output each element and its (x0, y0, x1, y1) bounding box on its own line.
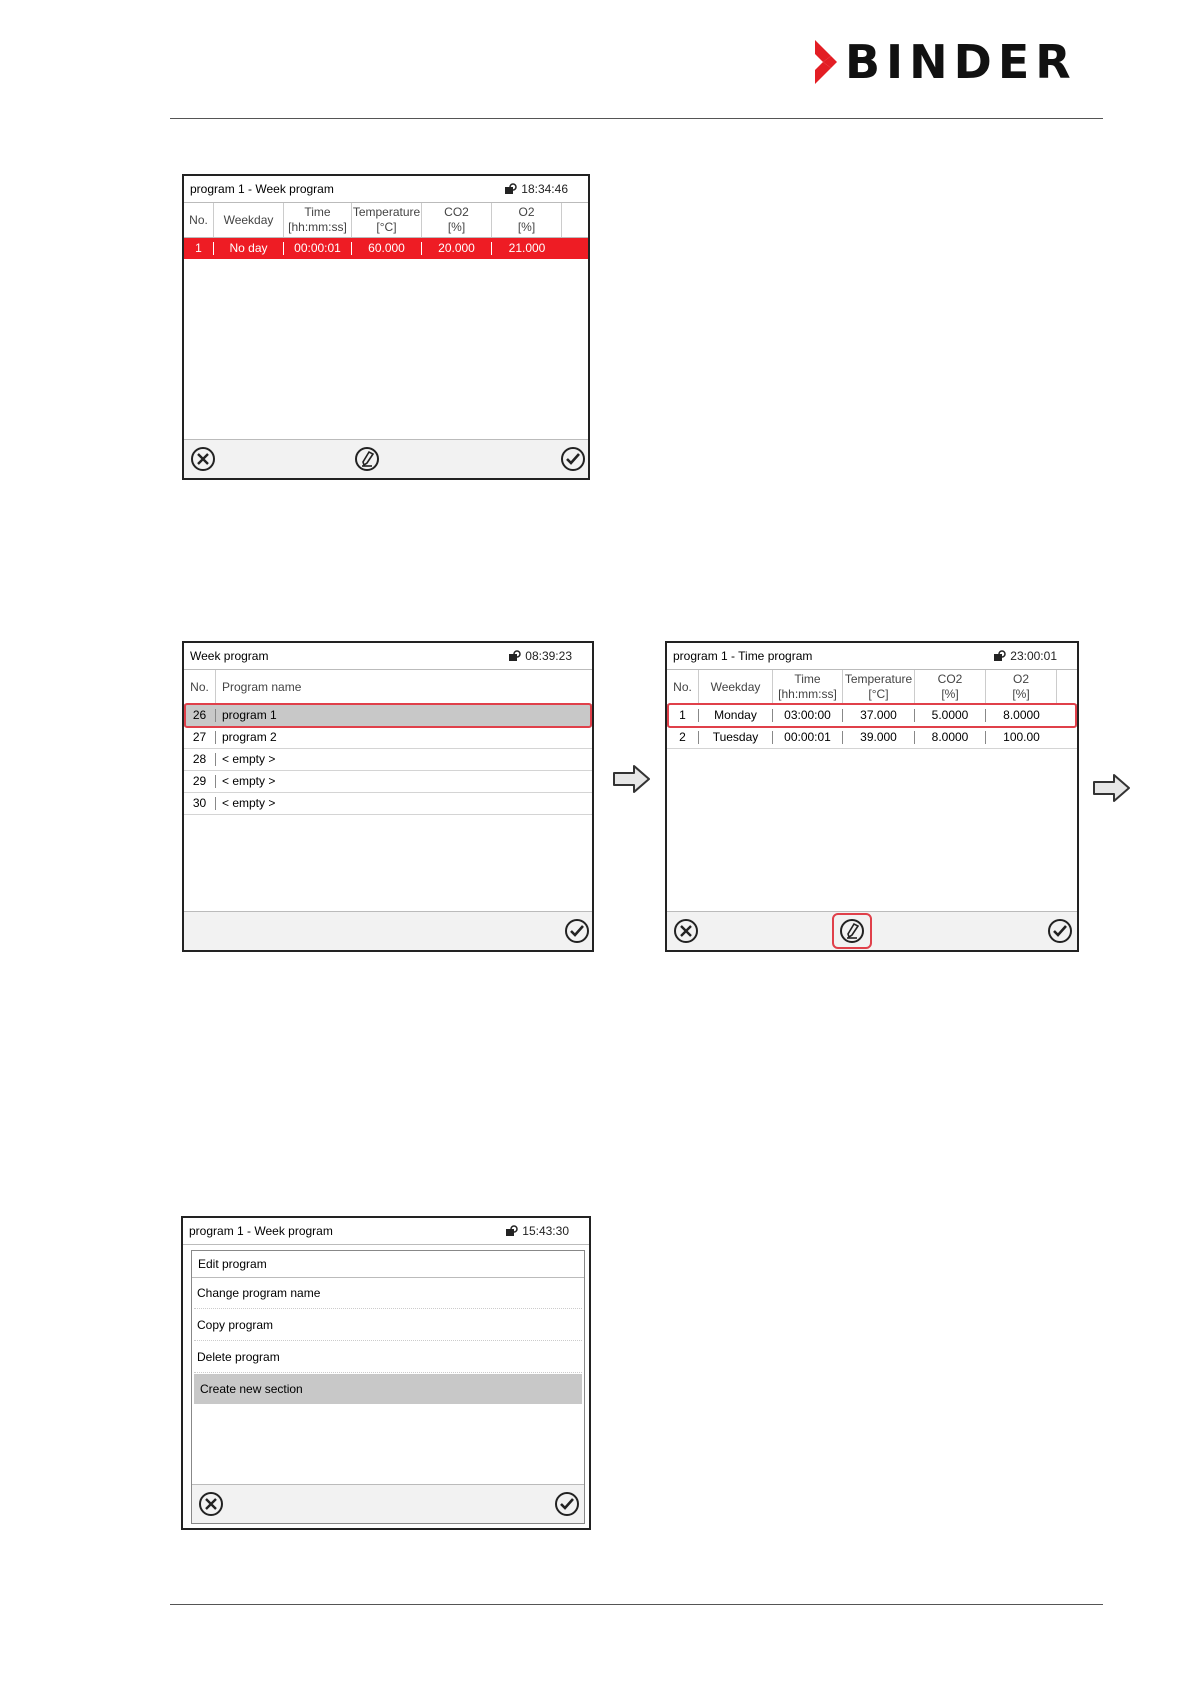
door-lock-icon (508, 650, 522, 662)
cell-temperature: 37.000 (843, 709, 915, 722)
confirm-button[interactable] (564, 918, 590, 944)
selection-highlight (667, 703, 1077, 728)
bottom-bar (184, 911, 592, 950)
clock-time: 18:34:46 (521, 182, 568, 196)
table-row-selected[interactable] (184, 238, 588, 259)
binder-logo-mark (815, 40, 837, 84)
cell-no: 28 (184, 753, 216, 766)
door-lock-icon (993, 650, 1007, 662)
edit-button-highlight (832, 913, 872, 949)
dialog-title: Edit program (192, 1251, 584, 1278)
cancel-icon (673, 918, 699, 944)
header-temperature: Temperature [°C] (352, 203, 422, 237)
list-item[interactable] (184, 771, 592, 793)
door-lock-icon (505, 1225, 519, 1237)
screen-time-program (665, 641, 1079, 952)
edit-button[interactable] (354, 446, 380, 472)
cell-no: 29 (184, 775, 216, 788)
menu-item-copy-program[interactable]: Copy program (194, 1310, 582, 1341)
menu-item-change-program-name[interactable]: Change program name (194, 1278, 582, 1309)
cell-temperature: 60.000 (352, 242, 422, 255)
cell-program-name: program 1 (222, 708, 277, 722)
cell-no: 26 (184, 709, 216, 722)
header-co2: CO2 [%] (422, 203, 492, 237)
edit-icon (354, 446, 380, 472)
cell-weekday: No day (214, 242, 284, 255)
screen-week-program-1 (182, 174, 590, 480)
header-weekday: Weekday (699, 670, 773, 704)
cell-temperature: 39.000 (843, 731, 915, 744)
header-no: No. (184, 203, 214, 237)
cell-time: 00:00:01 (773, 731, 843, 744)
cell-co2: 20.000 (422, 242, 492, 255)
confirm-icon (560, 446, 586, 472)
cell-no: 1 (184, 242, 214, 255)
next-arrow-icon (1092, 772, 1132, 804)
confirm-icon (564, 918, 590, 944)
clock-time: 23:00:01 (1010, 649, 1057, 663)
header-rule (170, 118, 1103, 119)
title-bar (667, 643, 1077, 670)
header-co2: CO2 [%] (915, 670, 986, 704)
header-weekday: Weekday (214, 203, 284, 237)
screen-title: program 1 - Week program (189, 1224, 333, 1238)
clock-time: 08:39:23 (525, 649, 572, 663)
table-header (667, 670, 1077, 705)
cancel-button[interactable] (673, 918, 699, 944)
title-bar (184, 176, 588, 203)
header-time: Time [hh:mm:ss] (773, 670, 843, 704)
binder-logo (815, 35, 1077, 89)
screen-title: program 1 - Time program (673, 649, 813, 663)
cell-time: 00:00:01 (284, 242, 352, 255)
selection-highlight (184, 703, 592, 728)
list-item[interactable] (184, 727, 592, 749)
dialog-bottom-bar (192, 1484, 584, 1523)
cell-o2: 21.000 (508, 241, 546, 255)
door-lock-icon (504, 183, 518, 195)
menu-item-delete-program[interactable]: Delete program (194, 1342, 582, 1373)
header-o2: O2 [%] (986, 670, 1057, 704)
confirm-icon (1047, 918, 1073, 944)
cell-program-name: program 2 (222, 730, 277, 744)
header-no: No. (184, 670, 216, 704)
cell-weekday: Tuesday (699, 731, 773, 744)
cell-no: 30 (184, 797, 216, 810)
screen-title: program 1 - Week program (190, 182, 334, 196)
edit-program-dialog (191, 1250, 585, 1524)
clock (505, 1224, 569, 1238)
header-o2: O2 [%] (492, 203, 562, 237)
cell-program-name: < empty > (222, 774, 276, 788)
cell-o2: 100.00 (1003, 730, 1040, 744)
list-item[interactable] (184, 749, 592, 771)
cancel-icon (198, 1491, 224, 1517)
title-bar (184, 643, 592, 670)
cell-no: 2 (667, 731, 699, 744)
bottom-bar (667, 911, 1077, 950)
clock (993, 649, 1057, 663)
clock (508, 649, 572, 663)
cell-no: 1 (667, 709, 699, 722)
table-row[interactable] (667, 727, 1077, 749)
menu-item-create-new-section[interactable]: Create new section (194, 1374, 582, 1404)
cell-no: 27 (184, 731, 216, 744)
screen-edit-program (181, 1216, 591, 1530)
cancel-button[interactable] (190, 446, 216, 472)
cancel-icon (190, 446, 216, 472)
cell-program-name: < empty > (222, 752, 276, 766)
table-header (184, 670, 592, 705)
clock (504, 182, 568, 196)
cell-program-name: < empty > (222, 796, 276, 810)
header-program-name: Program name (222, 679, 302, 694)
screen-title: Week program (190, 649, 269, 663)
cell-co2: 8.0000 (915, 731, 986, 744)
cell-o2: 8.0000 (1003, 708, 1040, 722)
binder-logo-text: BINDER (845, 35, 1077, 89)
confirm-button[interactable] (560, 446, 586, 472)
title-bar (183, 1218, 589, 1245)
header-no: No. (667, 670, 699, 704)
cell-time: 03:00:00 (773, 709, 843, 722)
list-item[interactable] (184, 793, 592, 815)
confirm-button[interactable] (554, 1491, 580, 1517)
cell-weekday: Monday (699, 709, 773, 722)
header-temperature: Temperature [°C] (843, 670, 915, 704)
footer-rule (170, 1604, 1103, 1605)
clock-time: 15:43:30 (522, 1224, 569, 1238)
screen-week-program-list (182, 641, 594, 952)
confirm-icon (554, 1491, 580, 1517)
table-header (184, 203, 588, 238)
next-arrow-icon (612, 763, 652, 795)
cell-co2: 5.0000 (915, 709, 986, 722)
cancel-button[interactable] (198, 1491, 224, 1517)
header-time: Time [hh:mm:ss] (284, 203, 352, 237)
confirm-button[interactable] (1047, 918, 1073, 944)
bottom-bar (184, 439, 588, 478)
